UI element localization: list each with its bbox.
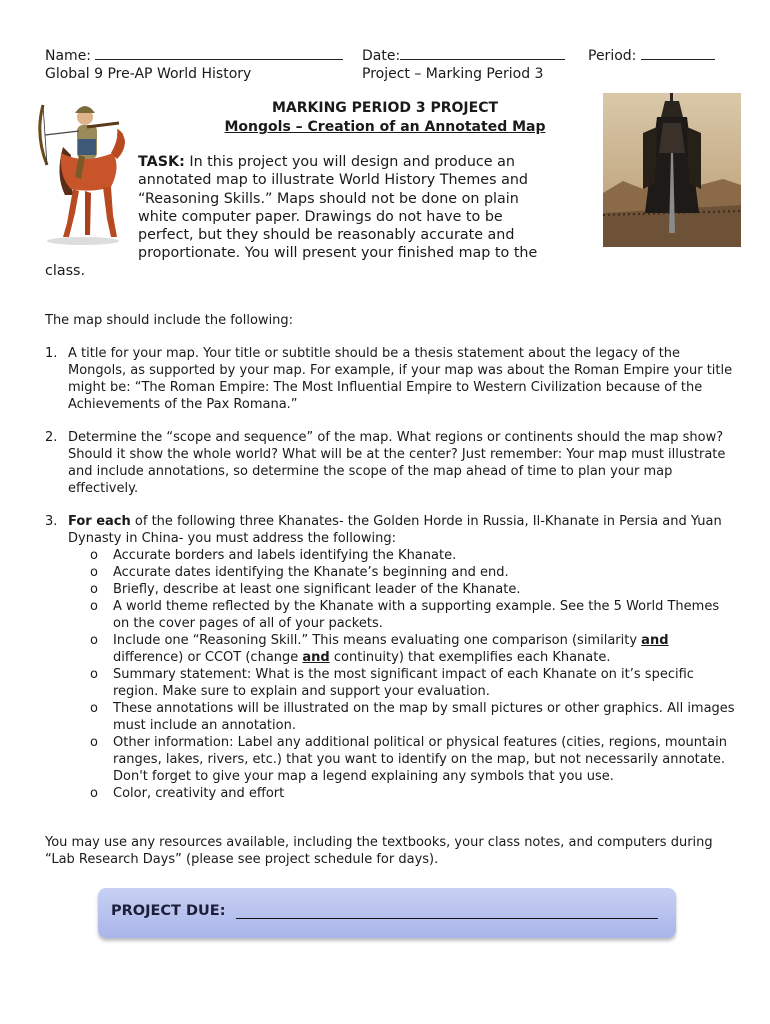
period-row: [588, 47, 715, 65]
project-period: Project – Marking Period 3: [362, 66, 544, 82]
sub-item-text: A world theme reflected by the Khanate with a supporting example. See the 5 World Themes on the cover pages of all of your packets.: [113, 599, 720, 631]
name-label: Name:: [45, 48, 92, 64]
emphasis-and: and: [641, 633, 669, 648]
bullet-icon: o: [90, 735, 98, 750]
sub-item: [90, 632, 735, 666]
date-blank[interactable]: [400, 47, 565, 60]
item-text: of the following three Khanates- the Golden Horde in Russia, Il-Khanate in Persia and Yuan Dynasty in China- you must address the following:: [68, 514, 722, 546]
project-due-label: PROJECT DUE:: [111, 903, 226, 919]
list-intro: The map should include the following:: [45, 313, 294, 328]
name-row: [45, 47, 343, 65]
sub-item: [90, 581, 735, 598]
sub-item-text: Briefly, describe at least one significant leader of the Khanate.: [113, 582, 521, 597]
mongol-archer-image: [33, 95, 133, 247]
name-blank[interactable]: [95, 47, 343, 60]
sub-item: [90, 785, 735, 802]
list-item: [45, 429, 735, 497]
bullet-icon: o: [90, 548, 98, 563]
sub-item-text: Accurate dates identifying the Khanate’s beginning and end.: [113, 565, 509, 580]
sub-item: [90, 598, 735, 632]
sub-item-text: These annotations will be illustrated on the map by small pictures or other graphics. All images must include an annotation.: [113, 701, 735, 733]
emphasis-and: and: [302, 650, 330, 665]
sub-item: [90, 666, 735, 700]
project-due-blank[interactable]: [236, 918, 658, 919]
bullet-icon: o: [90, 599, 98, 614]
item-text: Determine the “scope and sequence” of the map. What regions or continents should the map show? Should it show the whole world? What will be at the center? Just remember: Your map must illustrate and include annotations, so determine the scope of the map ahead of time to plan your map effectively.: [68, 430, 726, 496]
sub-item: [90, 564, 735, 581]
bullet-icon: o: [90, 633, 98, 648]
course-name: Global 9 Pre-AP World History: [45, 66, 252, 82]
period-blank[interactable]: [641, 47, 715, 60]
bullet-icon: o: [90, 667, 98, 682]
item-bold-lead: For each: [68, 514, 131, 529]
sub-item: [90, 547, 735, 564]
project-due-box: [98, 888, 676, 938]
sub-item-text: Summary statement: What is the most significant impact of each Khanate on it’s specific region. Make sure to explain and support your evaluation.: [113, 667, 694, 699]
resources-paragraph: You may use any resources available, including the textbooks, your class notes, and computers during “Lab Research Days” (please see project schedule for days).: [45, 835, 713, 867]
list-item: [45, 513, 735, 802]
project-subtitle: Mongols – Creation of an Annotated Map: [224, 119, 546, 135]
khanate-requirements: [68, 547, 735, 802]
sub-item-text: continuity) that exemplifies each Khanate.: [329, 650, 611, 665]
sub-item-text: Accurate borders and labels identifying the Khanate.: [113, 548, 457, 563]
task-tail: class.: [45, 263, 86, 279]
date-label: Date:: [362, 48, 401, 64]
sub-item-text: Other information: Label any additional political or physical features (cities, regions, mountain ranges, lakes, rivers, etc.) that you want to identify on the map, but not necessarily annotate. Don't forget to give your map a legend explaining any symbols that you use.: [113, 735, 727, 784]
sub-item-text: Color, creativity and effort: [113, 786, 285, 801]
sub-item-text: Include one “Reasoning Skill.” This means evaluating one comparison (similarity: [113, 633, 642, 648]
item-text: A title for your map. Your title or subtitle should be a thesis statement about the legacy of the Mongols, as supported by your map. For example, if your map was about the Roman Empire your title might be: “The Roman Empire: The Most Influential Empire to Western Civilization because of the Achievements of the Pax Romana.”: [68, 346, 733, 412]
task-paragraph: [138, 153, 558, 263]
project-title: MARKING PERIOD 3 PROJECT: [271, 100, 499, 116]
period-label: Period:: [588, 48, 637, 64]
item-number: 3.: [45, 514, 58, 529]
bullet-icon: o: [90, 786, 98, 801]
bullet-icon: o: [90, 582, 98, 597]
requirements-list: [45, 345, 735, 818]
date-row: [362, 47, 565, 65]
sub-item: [90, 734, 735, 785]
bullet-icon: o: [90, 701, 98, 716]
task-text: In this project you will design and produce an annotated map to illustrate World History Themes and “Reasoning Skills.” Maps should not be done on plain white computer paper. Drawings do not have to be perfect, but they should be reasonably accurate and proportionate. You will present your finished map to the: [138, 154, 538, 262]
task-label: TASK:: [138, 154, 185, 170]
item-number: 1.: [45, 346, 58, 361]
sub-item-text: difference) or CCOT (change: [113, 650, 303, 665]
item-number: 2.: [45, 430, 58, 445]
list-item: [45, 345, 735, 413]
bullet-icon: o: [90, 565, 98, 580]
mongol-warrior-image: [603, 93, 741, 247]
sub-item: [90, 700, 735, 734]
